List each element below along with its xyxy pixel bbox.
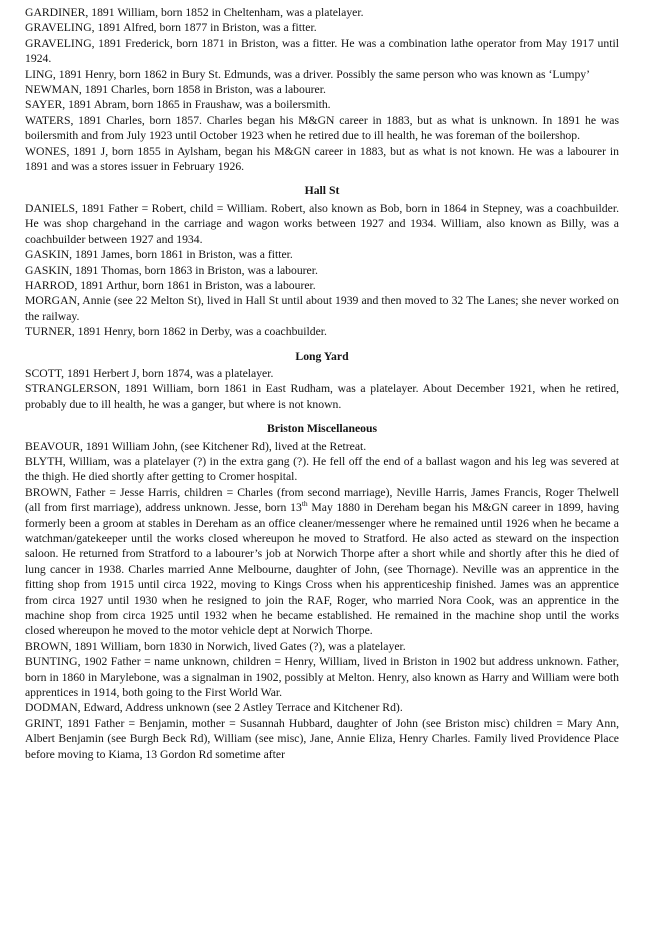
- entry-graveling-alfred: GRAVELING, 1891 Alfred, born 1877 in Briston, was a fitter.: [25, 21, 317, 35]
- entry-gaskin-james: GASKIN, 1891 James, born 1861 in Briston, was a fitter.: [25, 248, 293, 262]
- entry-gardiner: GARDINER, 1891 William, born 1852 in Cheltenham, was a platelayer.: [25, 6, 364, 19]
- entry-wones: WONES, 1891 J, born 1855 in Aylsham, began his M&GN career in 1883, but as what is not known. He was a labourer in 1891 and was a stores issuer in February 1926.: [25, 144, 619, 174]
- section-heading-briston-miscellaneous: Briston Miscellaneous: [266, 422, 378, 436]
- entry-stranglerson: STRANGLERSON, 1891 William, born 1861 in East Rudham, was a platelayer. About December 1921, when he retired, probably due to ill health, he was a ganger, but where is not known.: [25, 382, 619, 411]
- entry-morgan: MORGAN, Annie (see 22 Melton St), lived in Hall St until about 1939 and then moved to 32 The Lanes; she never worked on the railway.: [25, 294, 619, 323]
- entry-beavour: BEAVOUR, 1891 William John, (see Kitchener Rd), lived at the Retreat.: [25, 439, 367, 453]
- section-heading-hall-st: Hall St: [304, 184, 340, 198]
- entry-brown-jesse: BROWN, Father = Jesse Harris, children = Charles (from second marriage), Neville Harris, James Francis, Roger Thelwell (all from first marriage), address unknown. Jesse, born 13th May 1880 in Dereham began his M&GN career in 1899, having formerly been a groom at stables in Dereham as an office cleaner/messenger where he remained until 1926 when he became a watchman/gatekeeper until the works closed whereupon he moved to Stratford. He also acted as steward on the inspection saloon. He returned from Stratford to a labourer’s job at Norwich Thorpe after a short while and shortly after this he died of lung cancer in 1938. Charles married Anne Melbourne, daughter of John, (see Thornage). Neville was an apprentice in the fitting shop from 1915 until circa 1922, moving to Kings Cross when his apprenticeship finished. James was an apprentice from circa 1927 until 1930 when he resigned to join the RAF, Roger, who married Nora Cook, was an apprentice in the machine shop from circa 1925 until 1932 when he became established. He remained in the machine shop until the works closed whereupon he moved to the motor vehicle dept at Norwich Thorpe.: [25, 485, 620, 638]
- entry-gaskin-thomas: GASKIN, 1891 Thomas, born 1863 in Briston, was a labourer.: [25, 263, 318, 277]
- entry-brown-william: BROWN, 1891 William, born 1830 in Norwich, lived Gates (?), was a platelayer.: [25, 639, 406, 653]
- entry-blyth: BLYTH, William, was a platelayer (?) in the extra gang (?). He fell off the end of a ballast wagon and his leg was severed at the thigh. He died shortly after getting to Cromer hospital.: [25, 454, 619, 484]
- entry-newman: NEWMAN, 1891 Charles, born 1858 in Briston, was a labourer.: [25, 83, 326, 97]
- section-briston-miscellaneous: [25, 421, 619, 762]
- entry-ling: LING, 1891 Henry, born 1862 in Bury St. Edmunds, was a driver. Possibly the same person who was known as ‘Lumpy’: [25, 67, 591, 81]
- section-long-yard: [25, 349, 619, 413]
- entry-scott: SCOTT, 1891 Herbert J, born 1874, was a platelayer.: [25, 366, 274, 380]
- section-heading-long-yard: Long Yard: [295, 349, 349, 363]
- entry-harrod: HARROD, 1891 Arthur, born 1861 in Briston, was a labourer.: [25, 278, 316, 292]
- entry-grint: GRINT, 1891 Father = Benjamin, mother = Susannah Hubbard, daughter of John (see Briston misc) children = Mary Ann, Albert Benjamin (see Burgh Beck Rd), William (see misc), Jane, Annie Eliza, Henry Charles. Family lived Providence Place before moving to Kiama, 13 Gordon Rd sometime after: [25, 716, 619, 761]
- entry-dodman: DODMAN, Edward, Address unknown (see 2 Astley Terrace and Kitchener Rd).: [25, 701, 403, 715]
- entry-turner: TURNER, 1891 Henry, born 1862 in Derby, was a coachbuilder.: [25, 325, 327, 339]
- section-hall-st: [25, 183, 619, 339]
- section-briston-residents: [25, 5, 619, 174]
- entry-daniels: DANIELS, 1891 Father = Robert, child = William. Robert, also known as Bob, born in 1864 in Stepney, was a coachbuilder. He was shop chargehand in the carriage and wagon works between 1927 and 1934. William, also known as Billy, was a coachbuilder between 1927 and 1934.: [25, 201, 619, 246]
- entry-bunting: BUNTING, 1902 Father = name unknown, children = Henry, William, lived in Briston in 1902 but address unknown. Father, born in 1860 in Marylebone, was a signalman in 1902, possibly at Melton. Henry, also known as Harry and William were both apprentices in 1914, both going to the First World War.: [25, 655, 619, 700]
- entry-waters: WATERS, 1891 Charles, born 1857. Charles began his M&GN career in 1883, but as what is unknown. In 1891 he was boilersmith and from July 1923 until October 1923 when he retired due to ill health, he was foreman of the boilershop.: [25, 113, 619, 143]
- entry-sayer: SAYER, 1891 Abram, born 1865 in Fraushaw, was a boilersmith.: [25, 98, 331, 112]
- entry-graveling-frederick: GRAVELING, 1891 Frederick, born 1871 in Briston, was a fitter. He was a combination lathe operator from May 1917 until 1924.: [25, 36, 619, 66]
